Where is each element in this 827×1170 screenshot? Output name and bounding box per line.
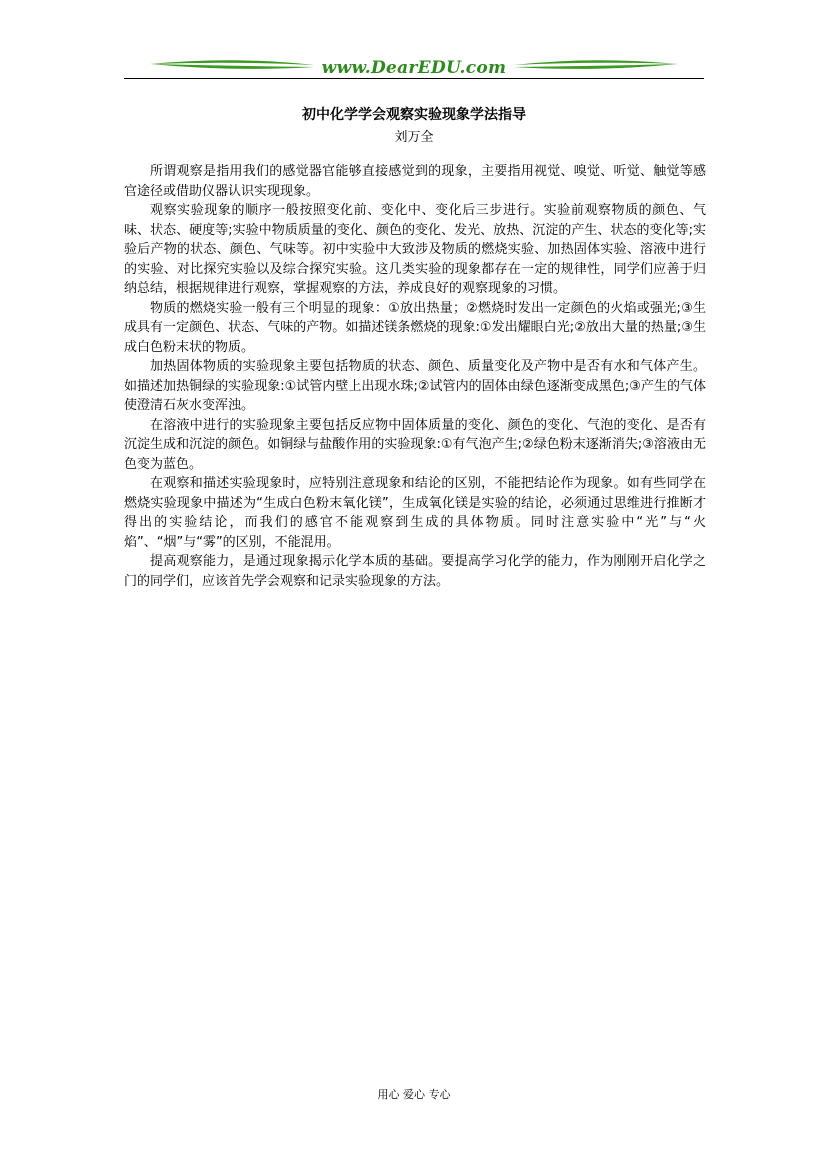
document-title: 初中化学学会观察实验现象学法指导 xyxy=(302,107,526,123)
document-author: 刘万全 xyxy=(394,130,434,145)
header-divider xyxy=(124,78,704,79)
page-header xyxy=(124,50,704,90)
page-footer: 用心 爱心 专心 xyxy=(377,1088,451,1101)
document-body xyxy=(124,162,706,591)
paragraph: 提高观察能力，是通过现象揭示化学本质的基础。要提高学习化学的能力，作为刚刚开启化学之门的同学们，应该首先学会观察和记录实验现象的方法。 xyxy=(124,554,706,589)
paragraph: 在溶液中进行的实验现象主要包括反应物中固体质量的变化、颜色的变化、气泡的变化、是否有沉淀生成和沉淀的颜色。如铜绿与盐酸作用的实验现象:①有气泡产生;②绿色粉末逐渐消失;③溶液由无色变为蓝色。 xyxy=(124,417,706,472)
paragraph: 观察实验现象的顺序一般按照变化前、变化中、变化后三步进行。实验前观察物质的颜色、气味、状态、硬度等;实验中物质质量的变化、颜色的变化、发光、放热、沉淀的产生、状态的变化等;实验后产物的状态、颜色、气味等。初中实验中大致涉及物质的燃烧实验、加热固体实验、溶液中进行的实验、对比探究实验以及综合探究实验。这几类实验的现象都存在一定的规律性，同学们应善于归纳总结，根据规律进行观察，掌握观察的方法，养成良好的观察现象的习惯。 xyxy=(124,203,706,296)
paragraph: 加热固体物质的实验现象主要包括物质的状态、颜色、质量变化及产物中是否有水和气体产生。如描述加热铜绿的实验现象:①试管内壁上出现水珠;②试管内的固体由绿色逐渐变成黑色;③产生的气体使澄清石灰水变浑浊。 xyxy=(124,359,706,413)
paragraph: 所谓观察是指用我们的感觉器官能够直接感觉到的现象，主要指用视觉、嗅觉、听觉、触觉等感官途径或借助仪器认识实现现象。 xyxy=(124,164,706,199)
paragraph: 物质的燃烧实验一般有三个明显的现象：①放出热量；②燃烧时发出一定颜色的火焰或强光;③生成具有一定颜色、状态、气味的产物。如描述镁条燃烧的现象:①发出耀眼白光;②放出大量的热量;③生成白色粉末状的物质。 xyxy=(124,300,706,355)
site-logo: www.DearEDU.com xyxy=(321,58,507,78)
paragraph: 在观察和描述实验现象时，应特别注意现象和结论的区别，不能把结论作为现象。如有些同学在燃烧实验现象中描述为“生成白色粉末氧化镁”，生成氧化镁是实验的结论，必须通过思维进行推断才得出的实验结论，而我们的感官不能观察到生成的具体物质。同时注意实验中“光”与“火焰”、“烟”与“雾”的区别，不能混用。 xyxy=(124,476,706,550)
